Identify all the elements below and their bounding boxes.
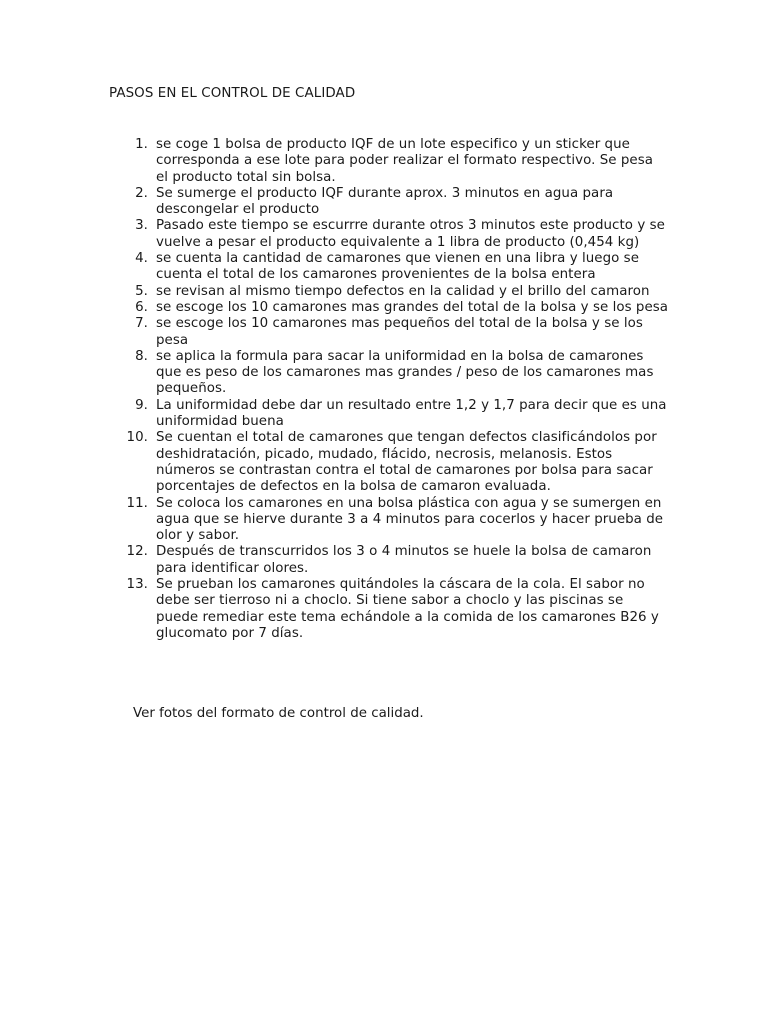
list-item xyxy=(109,398,669,431)
list-item-number: 4. xyxy=(135,251,148,267)
list-item-number: 2. xyxy=(135,185,148,201)
list-item xyxy=(109,300,669,316)
list-item-number: 7. xyxy=(135,316,148,332)
list-item-number: 6. xyxy=(135,299,148,315)
list-item-number: 11. xyxy=(126,495,148,511)
list-item xyxy=(109,251,669,284)
list-item-text: se escoge los 10 camarones mas grandes del total de la bolsa y se los pesa xyxy=(156,299,669,315)
list-item xyxy=(109,218,669,251)
list-item xyxy=(109,186,669,219)
list-item xyxy=(109,316,669,349)
list-item-number: 9. xyxy=(135,397,148,413)
list-item xyxy=(109,577,669,642)
list-item-text: se cuenta la cantidad de camarones que vienen en una libra y luego se cuenta el total de los camarones provenientes de la bolsa entera xyxy=(156,251,640,283)
list-item xyxy=(109,349,669,398)
list-item-number: 13. xyxy=(126,577,148,593)
list-item-number: 8. xyxy=(135,348,148,364)
list-item-text: La uniformidad debe dar un resultado entre 1,2 y 1,7 para decir que es una uniformidad buena xyxy=(156,397,667,430)
list-item xyxy=(109,430,669,495)
list-item-text: Se cuentan el total de camarones que tengan defectos clasificándolos por deshidratación, picado, mudado, flácido, necrosis, melanosis. Estos números se contrastan contra el total de camarones por bolsa para sacar porcentajes de defectos en la bolsa de camaron evaluada. xyxy=(156,430,657,495)
list-item xyxy=(109,544,669,577)
list-item-number: 3. xyxy=(135,218,148,234)
list-item xyxy=(109,284,669,300)
footer-note: Ver fotos del formato de control de calidad. xyxy=(133,706,424,721)
list-item-text: Después de transcurridos los 3 o 4 minutos se huele la bolsa de camaron para identificar olores. xyxy=(156,544,652,576)
list-item-text: Se prueban los camarones quitándoles la cáscara de la cola. El sabor no debe ser tierroso ni a choclo. Si tiene sabor a choclo y las piscinas se puede remediar este tema echándole a la comida de los camarones B26 y glucomato por 7 días. xyxy=(156,577,659,641)
list-item-text: Pasado este tiempo se escurrre durante otros 3 minutos este producto y se vuelve a pesar el producto equivalente a 1 libra de producto (0,454 kg) xyxy=(156,218,665,250)
list-item xyxy=(109,137,669,186)
list-item-text: Se sumerge el producto IQF durante aprox. 3 minutos en agua para descongelar el producto xyxy=(156,185,614,218)
list-item-number: 5. xyxy=(135,283,148,299)
document-title: PASOS EN EL CONTROL DE CALIDAD xyxy=(109,86,356,101)
list-item-text: se coge 1 bolsa de producto IQF de un lote especifico y un sticker que corresponda a ese lote para poder realizar el formato respectivo. Se pesa el producto total sin bolsa. xyxy=(156,137,653,185)
steps-list xyxy=(109,137,669,642)
list-item-number: 10. xyxy=(126,430,148,446)
list-item-number: 1. xyxy=(135,137,148,152)
list-item-text: Se coloca los camarones en una bolsa plástica con agua y se sumergen en agua que se hierve durante 3 a 4 minutos para cocerlos y hacer prueba de olor y sabor. xyxy=(156,495,664,544)
list-item-text: se aplica la formula para sacar la uniformidad en la bolsa de camarones que es peso de los camarones mas grandes / peso de los camarones mas pequeños. xyxy=(156,348,654,397)
list-item xyxy=(109,496,669,545)
list-item-text: se escoge los 10 camarones mas pequeños del total de la bolsa y se los pesa xyxy=(156,316,643,348)
list-item-text: se revisan al mismo tiempo defectos en la calidad y el brillo del camaron xyxy=(156,283,650,299)
list-item-number: 12. xyxy=(126,544,148,560)
